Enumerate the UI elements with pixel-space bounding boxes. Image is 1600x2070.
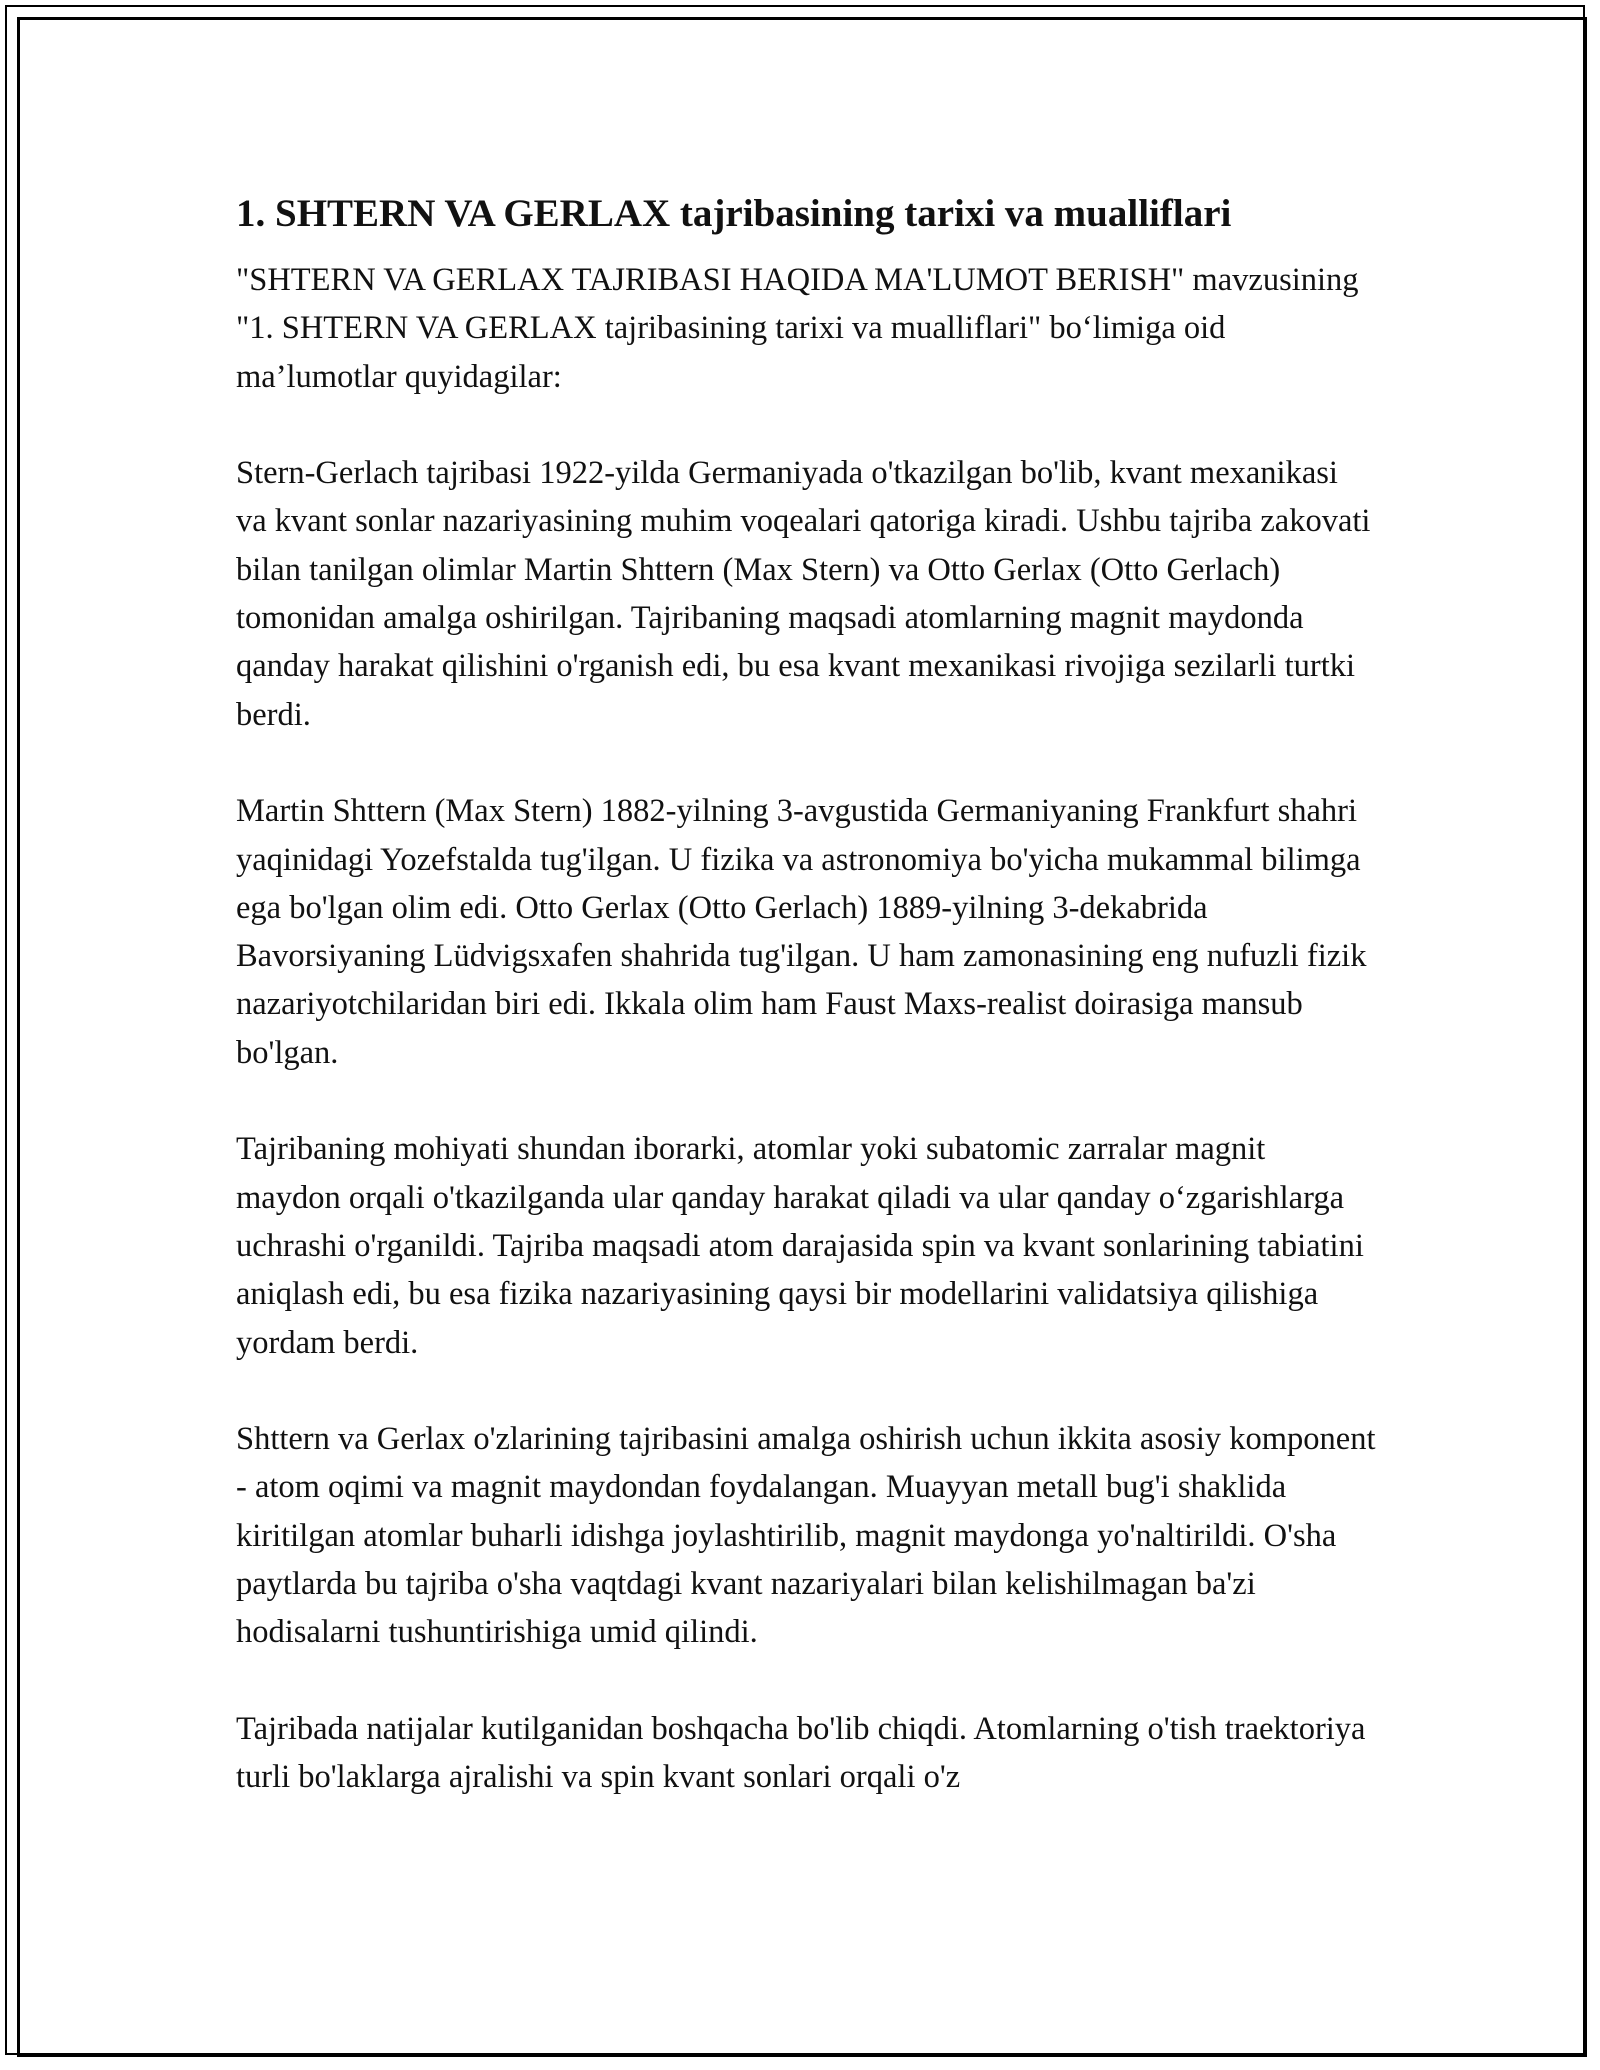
paragraph-history: Stern-Gerlach tajribasi 1922-yilda Germaniyada o'tkazilgan bo'lib, kvant mexanikasi va kvant sonlar nazariyasining muhim voqealari qatoriga kiradi. Ushbu tajriba zakovati bilan tanilgan olimlar Martin Shttern (Max Stern) va Otto Gerlax (Otto Gerlach) tomonidan amalga oshirilgan. Tajribaning maqsadi atomlarning magnit maydonda qanday harakat qilishini o'rganish edi, bu esa kvant mexanikasi rivojiga sezilarli turtki berdi.: [236, 455, 1371, 733]
paragraph-intro: "SHTERN VA GERLAX TAJRIBASI HAQIDA MA'LUMOT BERISH" mavzusining "1. SHTERN VA GERLAX tajribasining tarixi va mualliflari" bo‘limiga oid ma’lumotlar quyidagilar:: [236, 262, 1359, 395]
paragraph-authors: Martin Shttern (Max Stern) 1882-yilning 3-avgustida Germaniyaning Frankfurt shahri yaqinidagi Yozefstalda tug'ilgan. U fizika va astronomiya bo'yicha mukammal bilimga ega bo'lgan olim edi. Otto Gerlax (Otto Gerlach) 1889-yilning 3-dekabrida Bavorsiyaning Lüdvigsxafen shahrida tug'ilgan. U ham zamonasining eng nufuzli fizik nazariyotchilaridan biri edi. Ikkala olim ham Faust Maxs-realist doirasiga mansub bo'lgan.: [236, 793, 1367, 1071]
document-body: [236, 186, 1376, 1850]
section-heading: 1. SHTERN VA GERLAX tajribasining tarixi va mualliflari: [236, 192, 1232, 235]
paragraph-components: Shttern va Gerlax o'zlarining tajribasini amalga oshirish uchun ikkita asosiy komponent - atom oqimi va magnit maydondan foydalangan. Muayyan metall bug'i shaklida kiritilgan atomlar buharli idishga joylashtirilib, magnit maydonga yo'naltirildi. O'sha paytlarda bu tajriba o'sha vaqtdagi kvant nazariyalari bilan kelishilmagan ba'zi hodisalarni tushuntirishiga umid qilindi.: [236, 1421, 1376, 1651]
paragraph-essence: Tajribaning mohiyati shundan iborarki, atomlar yoki subatomic zarralar magnit maydon orqali o'tkazilganda ular qanday harakat qiladi va ular qanday o‘zgarishlarga uchrashi o'rganildi. Tajriba maqsadi atom darajasida spin va kvant sonlarining tabiatini aniqlash edi, bu esa fizika nazariyasining qaysi bir modellarini validatsiya qilishiga yordam berdi.: [236, 1131, 1364, 1361]
paragraph-results: Tajribada natijalar kutilganidan boshqacha bo'lib chiqdi. Atomlarning o'tish traektoriya turli bo'laklarga ajralishi va spin kvant sonlari orqali o'z: [236, 1710, 1366, 1796]
